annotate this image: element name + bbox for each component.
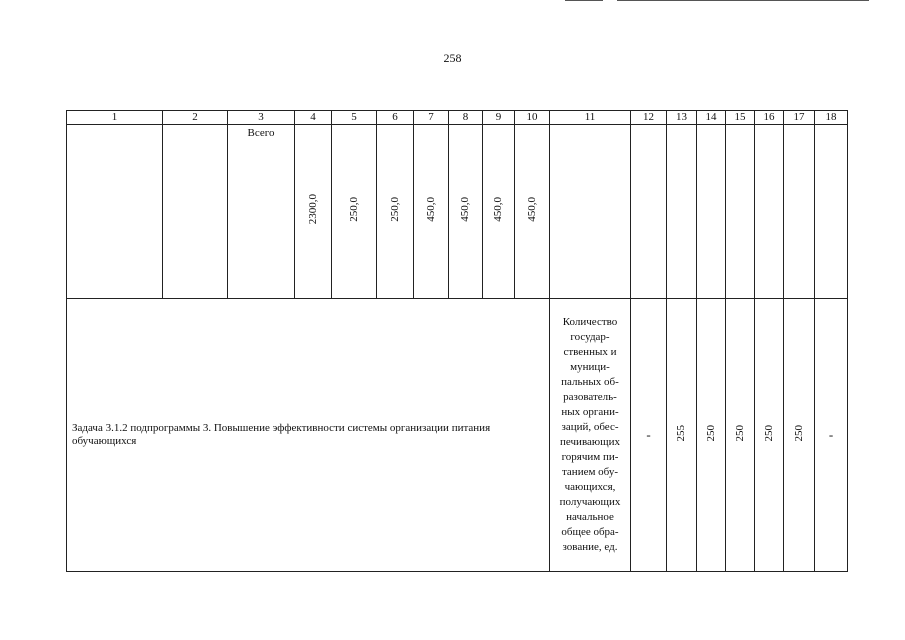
total-value-col9 <box>483 125 515 299</box>
empty-cell <box>631 125 667 299</box>
value-col12 <box>631 299 667 572</box>
value-col16 <box>755 299 784 572</box>
total-label: Всего <box>228 125 295 299</box>
indicator-line: заций, обес- <box>561 421 619 433</box>
indicator-line: разователь- <box>563 391 617 403</box>
target-value-text: 250 <box>792 424 805 442</box>
value-col15 <box>726 299 755 572</box>
total-value-text: 2300,0 <box>306 194 319 225</box>
empty-cell <box>667 125 697 299</box>
total-value-text: 250,0 <box>388 197 401 222</box>
dash-value: - <box>646 426 651 442</box>
indicator-line: зование, ед. <box>562 541 618 553</box>
indicator-line: горячим пи- <box>561 451 619 463</box>
page-number: 258 <box>443 51 462 65</box>
value-col18 <box>815 299 848 572</box>
indicator-line: государ- <box>570 331 610 343</box>
value-col17 <box>784 299 815 572</box>
column-number-row <box>67 111 848 125</box>
column-number-9: 9 <box>483 111 515 125</box>
indicator-line: пальных об- <box>561 376 619 388</box>
column-number-1: 1 <box>67 111 163 125</box>
total-value-col8 <box>449 125 483 299</box>
total-value-col10 <box>515 125 550 299</box>
column-number-5: 5 <box>332 111 377 125</box>
column-number-15: 15 <box>726 111 755 125</box>
total-value-text: 450,0 <box>525 197 538 222</box>
column-number-14: 14 <box>697 111 726 125</box>
target-value-text: 250 <box>733 424 746 442</box>
dash-value: - <box>828 426 834 442</box>
column-number-8: 8 <box>449 111 483 125</box>
total-value-col7 <box>414 125 449 299</box>
column-number-16: 16 <box>755 111 784 125</box>
indicator-description <box>550 299 631 572</box>
task-row <box>67 299 848 572</box>
empty-cell <box>815 125 848 299</box>
column-number-12: 12 <box>631 111 667 125</box>
indicator-line: общее обра- <box>561 526 619 538</box>
column-number-10: 10 <box>515 111 550 125</box>
top-rule-long <box>617 0 869 1</box>
total-value-text: 450,0 <box>459 197 471 222</box>
column-number-2: 2 <box>163 111 228 125</box>
total-value-col5 <box>332 125 377 299</box>
column-number-17: 17 <box>784 111 815 125</box>
indicator-line: танием обу- <box>561 466 619 478</box>
value-col14 <box>697 299 726 572</box>
column-number-4: 4 <box>295 111 332 125</box>
column-number-7: 7 <box>414 111 449 125</box>
empty-cell <box>550 125 631 299</box>
empty-cell <box>67 125 163 299</box>
indicator-line: начальное <box>566 511 614 523</box>
column-number-11: 11 <box>550 111 631 125</box>
indicator-line: получающих <box>559 496 621 508</box>
value-col13 <box>667 299 697 572</box>
indicator-line: муници- <box>570 361 610 373</box>
column-number-6: 6 <box>377 111 414 125</box>
empty-cell <box>697 125 726 299</box>
empty-cell <box>784 125 815 299</box>
task-description: Задача 3.1.2 подпрограммы 3. Повышение эффективности системы организации питания обучающихся <box>67 299 550 572</box>
target-value-text: 255 <box>675 424 687 442</box>
indicator-line: чающихся, <box>564 481 616 493</box>
column-number-13: 13 <box>667 111 697 125</box>
empty-cell <box>755 125 784 299</box>
total-value-col4 <box>295 125 332 299</box>
indicator-line: ственных и <box>563 346 617 358</box>
indicator-line: ных органи- <box>561 406 619 418</box>
indicator-line: печивающих <box>560 436 620 448</box>
empty-cell <box>163 125 228 299</box>
total-value-text: 450,0 <box>492 197 504 222</box>
target-value-text: 250 <box>704 424 717 442</box>
empty-cell <box>726 125 755 299</box>
target-value-text: 250 <box>762 424 775 442</box>
total-row <box>67 125 848 299</box>
total-value-col6 <box>377 125 414 299</box>
total-value-text: 450,0 <box>424 197 437 222</box>
top-rule-short <box>565 0 603 1</box>
indicator-line: Количество <box>562 316 618 328</box>
total-value-text: 250,0 <box>347 197 360 222</box>
data-table <box>66 110 848 572</box>
column-number-18: 18 <box>815 111 848 125</box>
column-number-3: 3 <box>228 111 295 125</box>
